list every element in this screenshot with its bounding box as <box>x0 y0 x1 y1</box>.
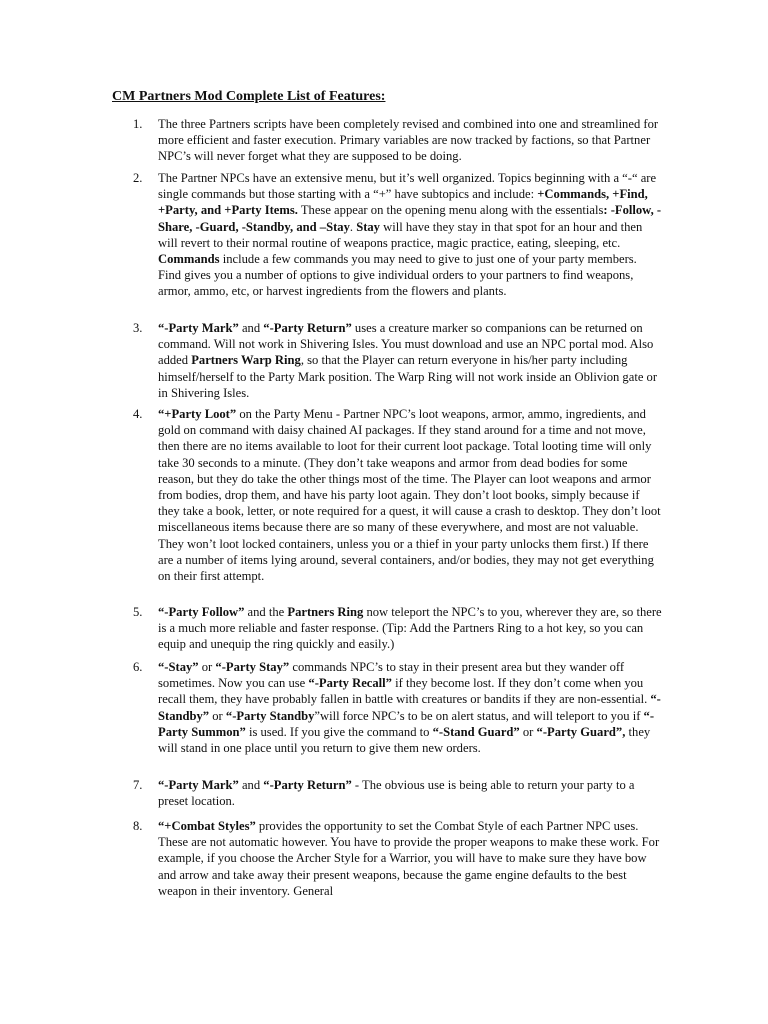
list-item <box>133 170 662 300</box>
body-text: commands NPC’s to stay in their present area but they wander off sometimes. Now you can use <box>158 660 625 691</box>
bold-text: Partners Warp Ring <box>191 353 301 368</box>
body-text: . <box>349 219 357 234</box>
list-item <box>133 604 662 653</box>
body-text: , so that the Player can return everyone in his/her party including himself/herself to the Party Mark position. The Warp Ring will not work inside an Oblivion gate or in Shivering Isles. <box>158 353 658 400</box>
list-item-number: 3. <box>133 321 143 335</box>
body-text: or <box>519 724 537 739</box>
list-item-number: 4. <box>133 407 143 421</box>
bold-text: “-Party Return” <box>263 321 352 335</box>
bold-text: “+Party Loot” <box>158 407 237 421</box>
bold-text: Partners Ring <box>287 605 364 619</box>
body-text: uses a creature marker so companions can be returned on command. Will not work in Shivering Isles. You must download and use an NPC portal mod. Also added <box>158 321 654 368</box>
bold-text: “-Standby” <box>158 692 661 723</box>
list-item-number: 2. <box>133 171 143 185</box>
list-item <box>133 818 662 899</box>
body-text: on the Party Menu - Partner NPC’s loot weapons, armor, ammo, ingredients, and gold on command with daisy chained AI packages. If they stand around for a time and not move, then there are no items available to loot for their current loot package. Total looting time will only take 30 seconds to a minute. (They don’t take weapons and armor from dead bodies for some reason, but they do take the other things most of the time. The Player can loot weapons and armor from bodies, drop them, and have his party loot again. They don’t loot books, simply because if they take a book, letter, or note required for a quest, it will cause a crash to desktop. They don’t loot miscellaneous items because there are so many of these everywhere, and most are not valuable. They won’t loot locked containers, unless you or a thief in your party unlocks them first.) If there are a number of items lying around, several containers, and/or bodies, they may not get everything on their first attempt. <box>158 407 661 584</box>
bold-text: “+Combat Styles” <box>158 819 256 833</box>
body-text: include a few commands you may need to give to just one of your party members. Find gives you a number of options to give individual orders to your partners to find weapons, armor, ammo, etc, or harvest ingredients from the flowers and plants. <box>158 252 637 299</box>
list-item <box>133 320 662 401</box>
body-text: and the <box>244 605 288 619</box>
bold-text: “-Party Mark” <box>158 778 239 792</box>
body-text: and <box>238 778 264 792</box>
body-text: is used. If you give the command to <box>245 724 433 739</box>
list-item <box>133 406 662 584</box>
body-text: or <box>198 660 216 674</box>
bold-text: “-Stand Guard” <box>432 724 520 739</box>
body-text: These appear on the opening menu along with the essentials <box>297 203 604 218</box>
body-text: The Partner NPCs have an extensive menu, but it’s well organized. Topics beginning with a “-“ are single commands but those starting with a “+” have subtopics and include: <box>158 171 657 202</box>
list-item <box>133 116 662 165</box>
bold-text: “-Party Return” <box>263 778 352 792</box>
bold-text: “-Party Follow” <box>158 605 245 619</box>
list-item-number: 1. <box>133 117 143 131</box>
body-text: they will stand in one place until you return to give them new orders. <box>158 724 651 756</box>
bold-text: “-Party Mark” <box>158 321 239 335</box>
bold-text: Stay <box>356 219 380 234</box>
list-item <box>133 659 662 756</box>
body-text: - The obvious use is being able to return your party to a preset location. <box>158 778 635 809</box>
list-item-number: 5. <box>133 605 143 619</box>
bold-text: “-Party Summon” <box>158 708 655 739</box>
body-text: now teleport the NPC’s to you, wherever they are, so there is a much more reliable and faster response. (Tip: Add the Partners Ring to a hot key, so you can equip and unequip the ring quickly and easily.) <box>158 605 662 652</box>
body-text: will have they stay in that spot for an hour and then will revert to their normal routine of weapons practice, magic practice, eating, sleeping, etc. <box>158 219 643 250</box>
body-text: if they become lost. If they don’t come when you recall them, they have probably fallen in battle with creatures or bandits if they are non-essential. <box>158 676 651 707</box>
bold-text: “-Party Standby <box>225 708 315 723</box>
list-item-number: 7. <box>133 778 143 792</box>
bold-text: +Commands, +Find, +Party, and +Party Items. <box>158 187 648 218</box>
bold-text: “-Party Stay” <box>215 660 290 674</box>
bold-text: “-Stay” <box>158 660 199 674</box>
document-title: CM Partners Mod Complete List of Features: <box>112 89 386 104</box>
bold-text: : -Follow, -Share, -Guard, -Standby, and –Stay <box>158 203 662 234</box>
body-text: ”will force NPC’s to be on alert status, and will teleport to you if <box>314 708 644 723</box>
body-text: or <box>209 708 226 723</box>
bold-text: Commands <box>158 252 220 267</box>
list-item-number: 8. <box>133 819 143 833</box>
bold-text: “-Party Recall” <box>308 676 392 691</box>
list-item <box>133 777 662 809</box>
bold-text: “-Party Guard”, <box>536 724 626 739</box>
body-text: The three Partners scripts have been completely revised and combined into one and streamlined for more efficient and faster execution. Primary variables are now tracked by factions, so that Partner NPC’s will never forget what they are supposed to be doing. <box>158 117 659 164</box>
body-text: provides the opportunity to set the Combat Style of each Partner NPC uses. These are not automatic however. You have to provide the proper weapons to make these work. For example, if you choose the Archer Style for a Warrior, you will have to make sure they have bow and arrow and take away their present weapons, because the game engine defaults to the best weapon in their inventory. General <box>158 819 660 898</box>
list-item-number: 6. <box>133 660 143 674</box>
body-text: and <box>238 321 264 335</box>
